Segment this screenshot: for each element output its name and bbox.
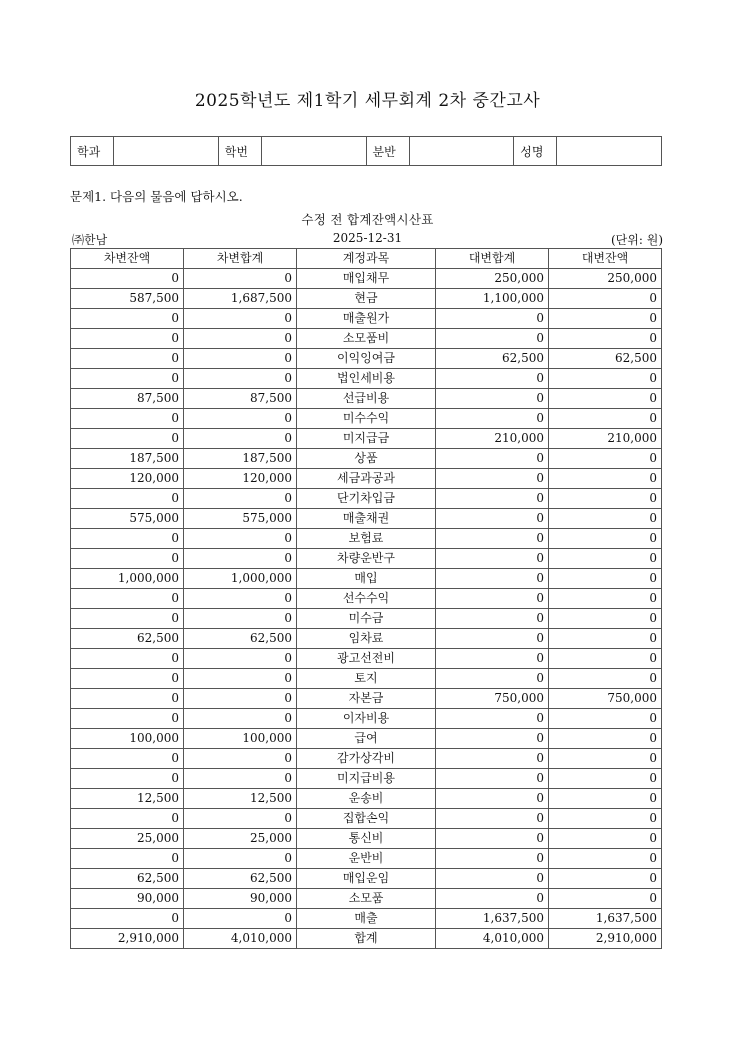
cell-credit-total: 210,000	[436, 429, 549, 449]
cell-debit-balance: 0	[71, 849, 184, 869]
cell-credit-total: 0	[436, 449, 549, 469]
cell-debit-total: 0	[184, 329, 297, 349]
cell-debit-total: 0	[184, 489, 297, 509]
trial-balance-body	[71, 269, 662, 949]
cell-credit-balance: 0	[549, 789, 662, 809]
trial-balance-title: 수정 전 합계잔액시산표	[301, 212, 434, 227]
cell-credit-balance: 0	[549, 309, 662, 329]
cell-debit-balance: 0	[71, 369, 184, 389]
table-row	[71, 849, 662, 869]
cell-debit-balance: 62,500	[71, 869, 184, 889]
header-account: 계정과목	[297, 249, 436, 269]
cell-credit-total: 0	[436, 629, 549, 649]
cell-credit-balance: 0	[549, 609, 662, 629]
cell-credit-total: 0	[436, 849, 549, 869]
cell-debit-total: 0	[184, 549, 297, 569]
cell-account: 매출채권	[297, 509, 436, 529]
cell-debit-balance: 0	[71, 549, 184, 569]
table-row	[71, 789, 662, 809]
cell-account: 매입	[297, 569, 436, 589]
cell-credit-total: 0	[436, 649, 549, 669]
cell-account: 감가상각비	[297, 749, 436, 769]
cell-credit-total: 0	[436, 329, 549, 349]
cell-credit-total: 0	[436, 509, 549, 529]
cell-credit-total: 0	[436, 889, 549, 909]
cell-credit-total: 750,000	[436, 689, 549, 709]
table-row	[71, 429, 662, 449]
trial-balance-table	[70, 248, 662, 949]
cell-debit-total: 0	[184, 409, 297, 429]
table-row	[71, 869, 662, 889]
statement-date: 2025-12-31	[332, 231, 403, 245]
cell-credit-balance: 0	[549, 889, 662, 909]
cell-credit-total: 0	[436, 669, 549, 689]
cell-debit-balance: 0	[71, 429, 184, 449]
cell-debit-total: 90,000	[184, 889, 297, 909]
cell-debit-total: 0	[184, 749, 297, 769]
cell-credit-balance: 0	[549, 729, 662, 749]
cell-debit-balance: 0	[71, 769, 184, 789]
cell-debit-total: 0	[184, 589, 297, 609]
cell-credit-total: 1,100,000	[436, 289, 549, 309]
cell-credit-balance: 0	[549, 369, 662, 389]
cell-debit-balance: 12,500	[71, 789, 184, 809]
cell-credit-balance: 0	[549, 669, 662, 689]
cell-credit-total: 0	[436, 829, 549, 849]
table-row	[71, 529, 662, 549]
cell-debit-balance: 0	[71, 589, 184, 609]
cell-credit-total: 0	[436, 589, 549, 609]
cell-debit-total: 0	[184, 849, 297, 869]
cell-account: 미수수익	[297, 409, 436, 429]
table-row	[71, 689, 662, 709]
cell-account: 미지급금	[297, 429, 436, 449]
cell-account: 이익잉여금	[297, 349, 436, 369]
table-row	[71, 509, 662, 529]
table-row	[71, 469, 662, 489]
table-row	[71, 489, 662, 509]
table-row	[71, 709, 662, 729]
cell-credit-balance: 0	[549, 489, 662, 509]
cell-debit-total: 0	[184, 909, 297, 929]
table-row	[71, 269, 662, 289]
cell-credit-total: 0	[436, 549, 549, 569]
cell-account: 법인세비용	[297, 369, 436, 389]
cell-account: 미지급비용	[297, 769, 436, 789]
table-row	[71, 669, 662, 689]
cell-account: 매입채무	[297, 269, 436, 289]
cell-account: 단기차입금	[297, 489, 436, 509]
cell-credit-total: 0	[436, 729, 549, 749]
cell-debit-balance: 0	[71, 329, 184, 349]
student-id-label: 학번	[218, 137, 261, 166]
cell-credit-balance: 750,000	[549, 689, 662, 709]
table-row	[71, 829, 662, 849]
cell-account: 매출원가	[297, 309, 436, 329]
cell-credit-total: 0	[436, 789, 549, 809]
cell-account: 토지	[297, 669, 436, 689]
cell-debit-total: 25,000	[184, 829, 297, 849]
cell-account: 매출	[297, 909, 436, 929]
department-field[interactable]	[114, 137, 219, 166]
table-row	[71, 569, 662, 589]
cell-account: 급여	[297, 729, 436, 749]
cell-debit-total: 187,500	[184, 449, 297, 469]
cell-debit-total: 1,000,000	[184, 569, 297, 589]
cell-debit-balance: 120,000	[71, 469, 184, 489]
cell-debit-total: 0	[184, 529, 297, 549]
cell-credit-balance: 0	[549, 809, 662, 829]
cell-credit-total: 0	[436, 489, 549, 509]
cell-credit-total: 0	[436, 369, 549, 389]
cell-credit-balance: 0	[549, 409, 662, 429]
cell-debit-balance: 62,500	[71, 629, 184, 649]
table-row	[71, 769, 662, 789]
cell-credit-total: 0	[436, 469, 549, 489]
cell-credit-total: 0	[436, 389, 549, 409]
cell-debit-total: 62,500	[184, 869, 297, 889]
table-row	[71, 809, 662, 829]
cell-debit-balance: 587,500	[71, 289, 184, 309]
cell-debit-balance: 0	[71, 709, 184, 729]
cell-debit-total: 0	[184, 369, 297, 389]
cell-debit-total: 0	[184, 269, 297, 289]
cell-debit-balance: 100,000	[71, 729, 184, 749]
cell-credit-total: 0	[436, 309, 549, 329]
cell-debit-balance: 0	[71, 689, 184, 709]
cell-credit-balance: 0	[549, 829, 662, 849]
cell-credit-total: 0	[436, 809, 549, 829]
table-row	[71, 589, 662, 609]
cell-credit-balance: 0	[549, 569, 662, 589]
cell-credit-balance: 62,500	[549, 349, 662, 369]
cell-debit-total: 0	[184, 309, 297, 329]
cell-credit-balance: 0	[549, 649, 662, 669]
cell-debit-balance: 0	[71, 409, 184, 429]
cell-debit-total: 0	[184, 689, 297, 709]
cell-credit-balance: 0	[549, 389, 662, 409]
table-row	[71, 609, 662, 629]
table-row	[71, 369, 662, 389]
cell-debit-balance: 575,000	[71, 509, 184, 529]
header-credit-balance: 대변잔액	[549, 249, 662, 269]
cell-credit-balance: 0	[549, 869, 662, 889]
cell-debit-total: 0	[184, 649, 297, 669]
company-name: ㈜한남	[72, 233, 108, 247]
cell-account: 이자비용	[297, 709, 436, 729]
exam-title: 2025학년도 제1학기 세무회계 2차 중간고사	[194, 91, 541, 111]
cell-debit-balance: 87,500	[71, 389, 184, 409]
cell-account: 선급비용	[297, 389, 436, 409]
cell-debit-total: 120,000	[184, 469, 297, 489]
cell-debit-total: 0	[184, 709, 297, 729]
cell-debit-balance: 0	[71, 809, 184, 829]
cell-debit-balance: 1,000,000	[71, 569, 184, 589]
cell-debit-balance: 0	[71, 669, 184, 689]
cell-credit-total: 0	[436, 409, 549, 429]
cell-credit-total: 4,010,000	[436, 929, 549, 949]
total-row	[71, 929, 662, 949]
cell-debit-total: 0	[184, 429, 297, 449]
cell-credit-balance: 250,000	[549, 269, 662, 289]
cell-account: 상품	[297, 449, 436, 469]
name-field[interactable]	[557, 137, 662, 166]
class-field[interactable]	[409, 137, 514, 166]
cell-account: 매입운임	[297, 869, 436, 889]
cell-credit-balance: 0	[549, 329, 662, 349]
table-row	[71, 389, 662, 409]
table-row	[71, 289, 662, 309]
cell-credit-balance: 2,910,000	[549, 929, 662, 949]
cell-debit-total: 12,500	[184, 789, 297, 809]
header-debit-balance: 차변잔액	[71, 249, 184, 269]
cell-credit-total: 0	[436, 769, 549, 789]
cell-credit-total: 250,000	[436, 269, 549, 289]
header-credit-total: 대변합계	[436, 249, 549, 269]
cell-credit-total: 0	[436, 869, 549, 889]
cell-credit-balance: 0	[549, 709, 662, 729]
cell-debit-balance: 0	[71, 609, 184, 629]
cell-account: 운반비	[297, 849, 436, 869]
cell-account: 선수수익	[297, 589, 436, 609]
cell-debit-balance: 0	[71, 309, 184, 329]
cell-credit-balance: 0	[549, 589, 662, 609]
cell-credit-total: 1,637,500	[436, 909, 549, 929]
cell-account: 통신비	[297, 829, 436, 849]
cell-debit-balance: 0	[71, 349, 184, 369]
cell-account: 자본금	[297, 689, 436, 709]
cell-account: 운송비	[297, 789, 436, 809]
cell-credit-balance: 0	[549, 469, 662, 489]
cell-credit-balance: 0	[549, 769, 662, 789]
cell-credit-balance: 1,637,500	[549, 909, 662, 929]
cell-account: 세금과공과	[297, 469, 436, 489]
cell-credit-balance: 0	[549, 509, 662, 529]
cell-account: 합계	[297, 929, 436, 949]
cell-account: 소모품비	[297, 329, 436, 349]
cell-debit-balance: 0	[71, 489, 184, 509]
cell-credit-total: 62,500	[436, 349, 549, 369]
cell-account: 미수금	[297, 609, 436, 629]
table-row	[71, 729, 662, 749]
cell-debit-total: 575,000	[184, 509, 297, 529]
cell-credit-balance: 0	[549, 749, 662, 769]
class-label: 분반	[366, 137, 409, 166]
cell-account: 소모품	[297, 889, 436, 909]
table-row	[71, 329, 662, 349]
table-row	[71, 449, 662, 469]
cell-credit-total: 0	[436, 569, 549, 589]
cell-debit-balance: 0	[71, 909, 184, 929]
cell-debit-total: 4,010,000	[184, 929, 297, 949]
table-row	[71, 549, 662, 569]
cell-credit-balance: 0	[549, 849, 662, 869]
cell-debit-balance: 0	[71, 649, 184, 669]
table-row	[71, 909, 662, 929]
cell-account: 보험료	[297, 529, 436, 549]
cell-debit-total: 0	[184, 769, 297, 789]
cell-debit-balance: 2,910,000	[71, 929, 184, 949]
table-row	[71, 349, 662, 369]
cell-debit-balance: 0	[71, 529, 184, 549]
table-row	[71, 309, 662, 329]
cell-account: 현금	[297, 289, 436, 309]
cell-credit-total: 0	[436, 709, 549, 729]
cell-credit-total: 0	[436, 749, 549, 769]
cell-account: 광고선전비	[297, 649, 436, 669]
cell-debit-total: 0	[184, 349, 297, 369]
cell-debit-total: 62,500	[184, 629, 297, 649]
cell-credit-total: 0	[436, 609, 549, 629]
cell-credit-balance: 0	[549, 549, 662, 569]
cell-debit-total: 0	[184, 609, 297, 629]
currency-unit: (단위: 원)	[611, 233, 663, 247]
cell-account: 차량운반구	[297, 549, 436, 569]
cell-account: 집합손익	[297, 809, 436, 829]
cell-debit-total: 0	[184, 669, 297, 689]
header-debit-total: 차변합계	[184, 249, 297, 269]
cell-credit-balance: 0	[549, 529, 662, 549]
cell-debit-total: 1,687,500	[184, 289, 297, 309]
student-info-table	[70, 136, 662, 166]
question-text: 문제1. 다음의 물음에 답하시오.	[70, 189, 243, 204]
table-row	[71, 889, 662, 909]
cell-debit-balance: 187,500	[71, 449, 184, 469]
cell-credit-balance: 0	[549, 449, 662, 469]
table-row	[71, 649, 662, 669]
table-header-row	[71, 249, 662, 269]
cell-account: 임차료	[297, 629, 436, 649]
cell-credit-total: 0	[436, 529, 549, 549]
cell-credit-balance: 210,000	[549, 429, 662, 449]
cell-debit-balance: 90,000	[71, 889, 184, 909]
table-row	[71, 749, 662, 769]
cell-debit-total: 100,000	[184, 729, 297, 749]
name-label: 성명	[514, 137, 557, 166]
cell-debit-total: 0	[184, 809, 297, 829]
department-label: 학과	[71, 137, 114, 166]
cell-debit-balance: 25,000	[71, 829, 184, 849]
table-row	[71, 409, 662, 429]
cell-credit-balance: 0	[549, 289, 662, 309]
cell-debit-balance: 0	[71, 269, 184, 289]
table-row	[71, 629, 662, 649]
cell-debit-total: 87,500	[184, 389, 297, 409]
student-id-field[interactable]	[261, 137, 366, 166]
cell-credit-balance: 0	[549, 629, 662, 649]
cell-debit-balance: 0	[71, 749, 184, 769]
